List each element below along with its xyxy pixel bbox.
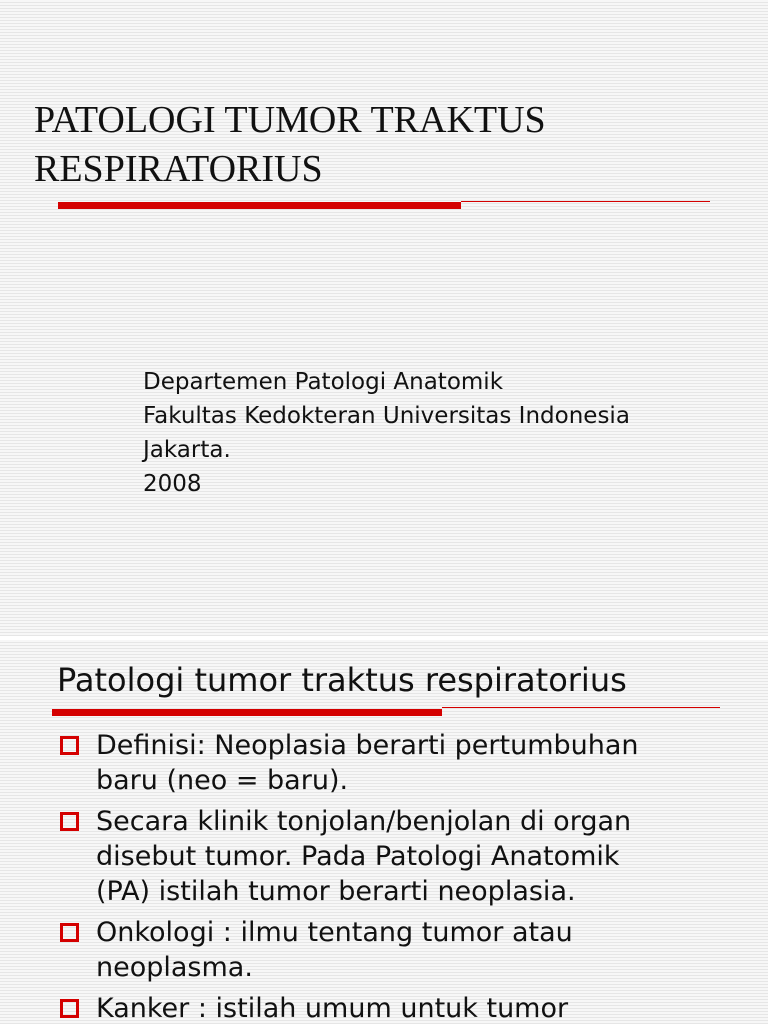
bullet-item-klinik xyxy=(58,804,758,909)
hollow-square-bullet-icon xyxy=(60,736,79,755)
slide1-title xyxy=(34,96,734,194)
subtitle-line-faculty: Fakultas Kedokteran Universitas Indonesia xyxy=(143,403,630,429)
slide1-subtitle xyxy=(143,365,630,501)
subtitle-line-city: Jakarta. xyxy=(143,437,231,463)
bullet-line: (PA) istilah tumor berarti neoplasia. xyxy=(96,876,576,907)
title-underline-thin xyxy=(461,201,710,202)
slide2-underline-thick xyxy=(52,709,442,716)
bullet-line: Kanker : istilah umum untuk tumor xyxy=(96,993,569,1024)
slide1-title-line: PATOLOGI TUMOR TRAKTUS xyxy=(34,99,546,141)
subtitle-line-department: Departemen Patologi Anatomik xyxy=(143,369,504,395)
bullet-item-onkologi xyxy=(58,915,758,985)
bullet-line: baru (neo = baru). xyxy=(96,765,349,796)
bullet-line: disebut tumor. Pada Patologi Anatomik xyxy=(96,841,620,872)
bullet-line: Onkologi : ilmu tentang tumor atau xyxy=(96,917,573,948)
slide2-underline-thin xyxy=(442,707,720,708)
hollow-square-bullet-icon xyxy=(60,812,79,831)
hollow-square-bullet-icon xyxy=(60,923,79,942)
slide1-title-line: RESPIRATORIUS xyxy=(34,148,323,190)
hollow-square-bullet-icon xyxy=(60,999,79,1018)
bullet-item-definisi xyxy=(58,728,758,798)
title-underline-thick xyxy=(58,202,461,209)
bullet-list xyxy=(58,728,758,1024)
bullet-line: Secara klinik tonjolan/benjolan di organ xyxy=(96,806,632,837)
subtitle-line-year: 2008 xyxy=(143,471,202,497)
bullet-line: neoplasma. xyxy=(96,952,253,983)
bullet-line: Definisi: Neoplasia berarti pertumbuhan xyxy=(96,730,639,761)
bullet-item-kanker xyxy=(58,991,758,1024)
slide2-title: Patologi tumor traktus respiratorius xyxy=(57,661,627,699)
